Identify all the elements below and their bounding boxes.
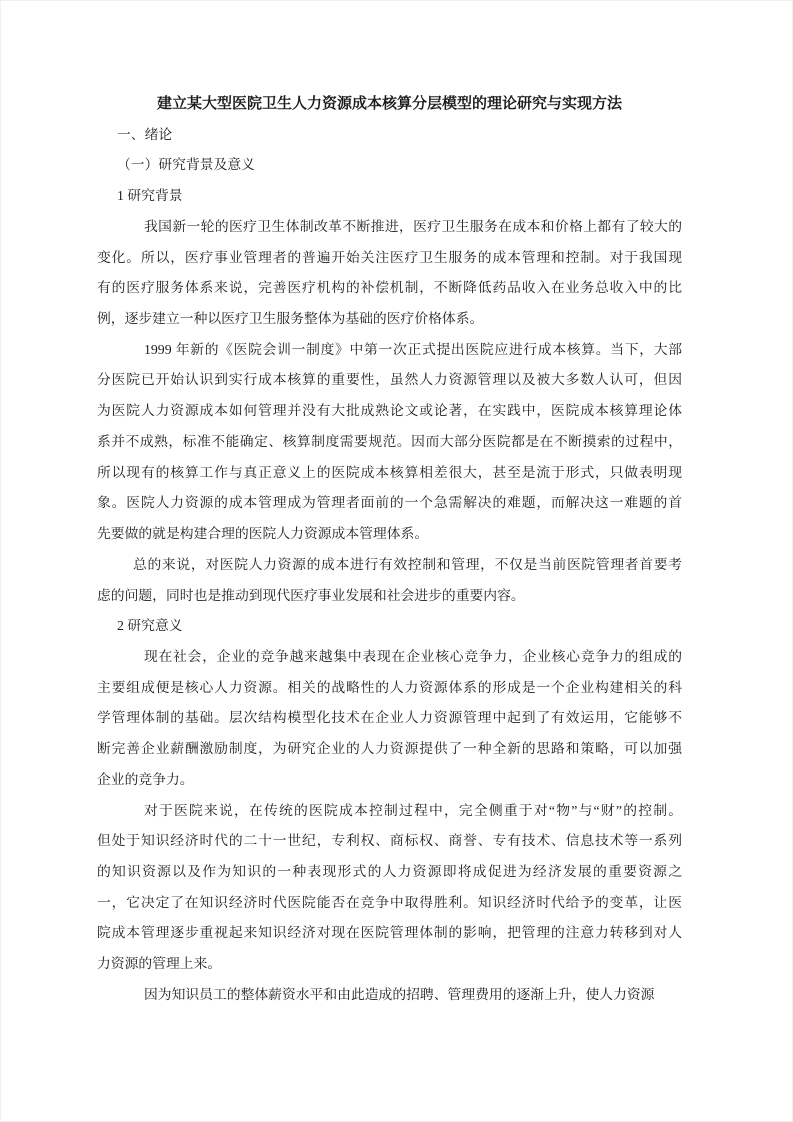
paragraph [97, 550, 682, 611]
doc-title [97, 89, 682, 120]
paragraph [97, 212, 682, 335]
text-line: 现在社会，企业的竞争越来越集中表现在企业核心竞争力，企业核心竞争力的组成的 [144, 648, 682, 664]
text-line: 建立某大型医院卫生人力资源成本核算分层模型的理论研究与实现方法 [156, 96, 622, 112]
text-line: 例，逐步建立一种以医疗卫生服务整体为基础的医疗价格体系。 [97, 311, 484, 327]
heading-level-3 [97, 611, 682, 642]
text-line: 为医院人力资源成本如何管理并没有大批成熟论文或论著，在实践中，医院成本核算理论体 [97, 403, 682, 419]
text-line: 但处于知识经济时代的二十一世纪，专利权、商标权、商誉、专有技术、信息技术等一系列 [97, 833, 682, 849]
paragraph [97, 335, 682, 550]
paragraph [97, 642, 682, 796]
text-line: 的知识资源以及作为知识的一种表现形式的人力资源即将成促进为经济发展的重要资源之 [97, 863, 682, 879]
text-line: 变化。所以，医疗事业管理者的普遍开始关注医疗卫生服务的成本管理和控制。对于我国现 [97, 249, 682, 265]
text-line: 1 研究背景 [117, 188, 183, 204]
text-line: 所以现有的核算工作与真正意义上的医院成本核算相差很大，甚至是流于形式，只做表明现 [97, 464, 682, 480]
text-line: （一）研究背景及意义 [117, 157, 255, 173]
text-line: 总的来说，对医院人力资源的成本进行有效控制和管理，不仅是当前医院管理者首要考 [133, 556, 682, 572]
paragraph [97, 796, 682, 980]
text-line: 因为知识员工的整体薪资水平和由此造成的招聘、管理费用的逐渐上升，使人力资源 [144, 986, 655, 1002]
text-line: 学管理体制的基础。层次结构模型化技术在企业人力资源管理中起到了有效运用，它能够不 [97, 710, 682, 726]
heading-level-3 [97, 181, 682, 212]
text-line: 2 研究意义 [117, 618, 183, 634]
text-line: 一，它决定了在知识经济时代医院能否在竞争中取得胜利。知识经济时代给予的变革，让医 [97, 894, 682, 910]
text-line: 虑的问题，同时也是推动到现代医疗事业发展和社会进步的重要内容。 [97, 587, 525, 603]
text-line: 断完善企业薪酬激励制度，为研究企业的人力资源提供了一种全新的思路和策略，可以加强 [97, 741, 682, 757]
text-line: 我国新一轮的医疗卫生体制改革不断推进，医疗卫生服务在成本和价格上都有了较大的 [144, 218, 682, 234]
text-line: 有的医疗服务体系来说，完善医疗机构的补偿机制，不断降低药品收入在业务总收入中的比 [97, 280, 682, 296]
text-line: 系并不成熟，标准不能确定、核算制度需要规范。因而大部分医院都是在不断摸索的过程中， [97, 433, 682, 449]
text-line: 分医院已开始认识到实行成本核算的重要性，虽然人力资源管理以及被大多数人认可，但因 [97, 372, 682, 388]
text-line: 1999 年新的《医院会训一制度》中第一次正式提出医院应进行成本核算。当下，大部 [144, 341, 682, 357]
text-line: 企业的竞争力。 [97, 771, 194, 787]
paragraph [97, 980, 682, 1011]
text-line: 主要组成便是核心人力资源。相关的战略性的人力资源体系的形成是一个企业构建相关的科 [97, 679, 682, 695]
text-line: 力资源的管理上来。 [97, 956, 222, 972]
text-line: 对于医院来说，在传统的医院成本控制过程中，完全侧重于对“物”与“财”的控制。 [144, 802, 682, 818]
text-line: 象。医院人力资源的成本管理成为管理者面前的一个急需解决的难题，而解决这一难题的首 [97, 495, 682, 511]
text-line: 先要做的就是构建合理的医院人力资源成本管理体系。 [97, 526, 429, 542]
heading-level-1 [97, 120, 682, 151]
document-content [97, 89, 682, 1011]
text-line: 院成本管理逐步重视起来知识经济对现在医院管理体制的影响，把管理的注意力转移到对人 [97, 925, 682, 941]
heading-level-2 [97, 150, 682, 181]
text-line: 一、绪论 [117, 126, 173, 142]
